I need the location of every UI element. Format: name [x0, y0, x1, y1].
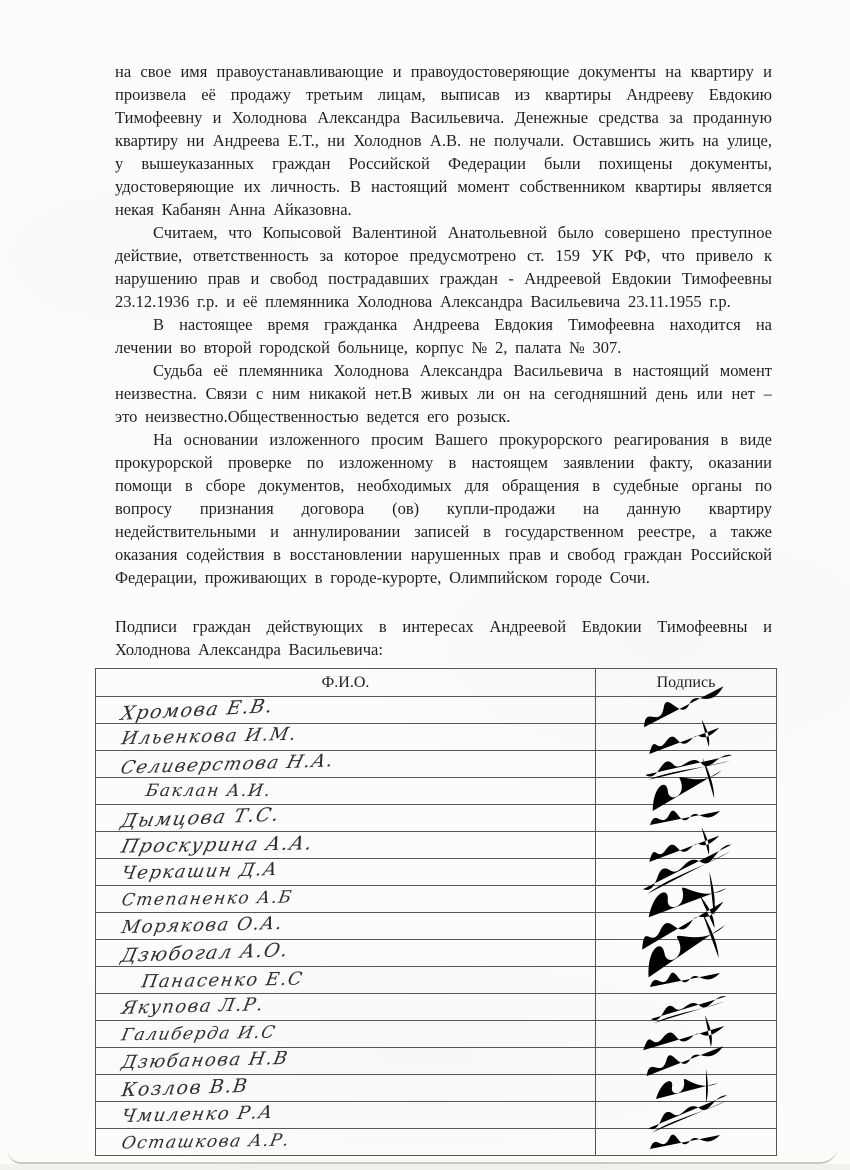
signatory-name: Галиберда И.С — [119, 1022, 278, 1046]
signatory-name: Козлов В.В — [120, 1074, 250, 1102]
table-row — [96, 805, 777, 832]
paragraph-accusation: Считаем, что Копысовой Валентиной Анатольевной было совершено преступное действие, ответственность за которое предусмотрено ст. 159 УК РФ, что привело к нарушению прав и свобод пострадавших граждан - Андреевой Евдокии Тимофеевны 23.12.1936 г.р. и её племянника Холоднова Александра Васильевича 23.11.1955 г.р. — [115, 223, 772, 311]
table-row — [96, 1021, 777, 1048]
column-header-fio: Ф.И.О. — [96, 669, 596, 697]
signatory-name: Степаненко А.Б — [120, 887, 295, 911]
table-row — [96, 859, 777, 886]
signatory-name: Селиверстова Н.А. — [118, 749, 337, 779]
table-row — [96, 994, 777, 1021]
table-row — [96, 1048, 777, 1075]
table-row — [96, 967, 777, 994]
signatory-name: Чмиленко Р.А — [119, 1101, 276, 1127]
signatory-name: Панасенко Е.С — [140, 968, 305, 992]
signatory-name: Морякова О.А. — [119, 912, 286, 938]
column-header-signature: Подпись — [596, 669, 777, 697]
paper-bottom-edge — [8, 1146, 838, 1164]
table-row — [96, 724, 777, 751]
paragraph-missing-person: Судьба её племянника Холоднова Александра Васильевича в настоящий момент неизвестна. Связи с ним никакой нет.В живых ли он на сегодняшний день или нет – это неизвестно.Общественностью ведется его розыск. — [115, 361, 772, 426]
signatory-name: Хромова Е.В. — [118, 695, 276, 725]
signatory-name: Якупова Л.Р. — [119, 993, 267, 1019]
table-row — [96, 778, 777, 805]
signatory-name: Ильенкова И.М. — [119, 723, 300, 749]
signatory-name: Осташкова А.Р. — [119, 1130, 293, 1154]
signatory-name: Дзюбанова Н.В — [119, 1047, 291, 1073]
table-row — [96, 1102, 777, 1129]
paragraph-request: На основании изложенного просим Вашего прокурорского реагирования в виде прокурорской проверке по изложенному в настоящем заявлении факту, оказании помощи в сборе документов, необходимых для обращения в судебные органы по вопросу признания договора (ов) купли-продажи на данную квартиру недействительными и аннулировании записей в государственном реестре, а также оказания содействия в восстановлении нарушенных прав и свобод граждан Российской Федерации, проживающих в городе-курорте, Олимпийском городе Сочи. — [115, 430, 772, 587]
signatory-name: Черкашин Д.А — [119, 858, 281, 884]
scanner-background — [0, 1164, 850, 1170]
table-row — [96, 940, 777, 967]
signatory-name: Баклан А.И. — [144, 781, 273, 801]
signature-table — [95, 668, 777, 1156]
table-row — [96, 697, 777, 724]
signatory-name: Дымцова Т.С. — [118, 803, 283, 833]
paragraph-continuation: на свое имя правоустанавливающие и правоудостоверяющие документы на квартиру и произвела её продажу третьим лицам, выписав из квартиры Андрееву Евдокию Тимофеевну и Холоднова Александра Васильевича. Денежные средства за проданную квартиру ни Андреева Е.Т., ни Холоднов А.В. не получали. Оставшись жить на улице, у вышеуказанных граждан Российской Федерации были похищены документы, удостоверяющие их личность. В настоящий момент собственником квартиры является некая Кабанян Анна Айказовна. — [115, 62, 772, 219]
paragraph-hospital: В настоящее время гражданка Андреева Евдокия Тимофеевна находится на лечении во второй городской больнице, корпус № 2, палата № 307. — [115, 315, 772, 357]
signatory-name: Проскурина А.А. — [118, 832, 317, 858]
signatures-intro: Подписи граждан действующих в интересах Андреевой Евдокии Тимофеевны и Холоднова Александра Васильевича: — [115, 617, 772, 659]
signatory-name: Дзюбогал А.О. — [118, 939, 292, 967]
document-body — [115, 60, 772, 661]
